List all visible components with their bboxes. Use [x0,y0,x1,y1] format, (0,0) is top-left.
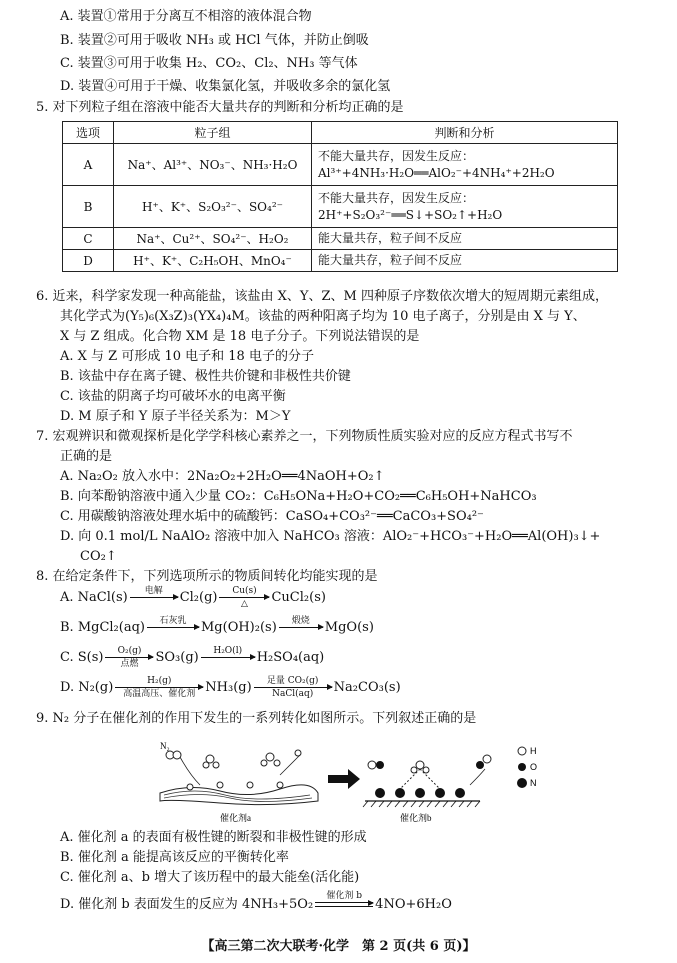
q4-option-c: C. 装置③可用于收集 H₂、CO₂、Cl₂、NH₃ 等气体 [60,56,358,71]
row-analysis: 不能大量共存，因发生反应： Al³⁺+4NH₃·H₂O══AlO₂⁻+4NH₄⁺+2H₂O [312,144,618,186]
row-analysis: 能大量共存，粒子间不反应 [312,228,618,250]
q8-option-a: A. NaCl(s) 电解 Cl₂(g) Cu(s) △ CuCl₂(s) [60,586,326,609]
table-row [63,228,618,250]
table-row [63,144,618,186]
legend-h: H [530,746,537,756]
q8-option-b: B. MgCl₂(aq) 石灰乳 Mg(OH)₂(s) 煅烧 MgO(s) [60,616,374,635]
table-row [63,186,618,228]
table-row [63,250,618,272]
q7-stem-line2: 正确的是 [60,449,113,464]
catalyst-a-label: 催化剂a [220,813,251,823]
row-analysis: 不能大量共存，因发生反应： 2H⁺+S₂O₃²⁻══S↓+SO₂↑+H₂O [312,186,618,228]
legend-o: O [530,762,538,772]
q6-option-a: A. X 与 Z 可形成 10 电子和 18 电子的分子 [60,349,314,364]
q6-option-d: D. M 原子和 Y 原子半径关系为：M＞Y [60,409,291,424]
row-analysis: 能大量共存，粒子间不反应 [312,250,618,272]
q7-option-d: D. 向 0.1 mol/L NaAlO₂ 溶液中加入 NaHCO₃ 溶液：AlO₂⁻+HCO₃⁻+H₂O══Al(OH)₃↓+ [60,529,601,544]
row-ions: Na⁺、Cu²⁺、SO₄²⁻、H₂O₂ [114,228,312,250]
page-footer: 【高三第二次大联考·化学 第 2 页(共 6 页)】 [201,939,476,954]
catalyst-diagram [150,735,580,827]
q4-option-b: B. 装置②可用于吸收 NH₃ 或 HCl 气体，并防止倒吸 [60,33,369,48]
q6-option-c: C. 该盐的阴离子均可破坏水的电离平衡 [60,389,286,404]
q6-stem-line1: 6. 近来，科学家发现一种高能盐，该盐由 X、Y、Z、M 四种原子序数依次增大的短周期元素组成， [36,289,608,304]
q6-option-b: B. 该盐中存在离子键、极性共价键和非极性共价键 [60,369,351,384]
q9-option-d: D. 催化剂 b 表面发生的反应为 4NH₃+5O₂ 催化剂 b 4NO+6H₂O [60,891,452,912]
catalyst-b-label: 催化剂b [400,813,432,823]
q6-stem-line2: 其化学式为(Y₅)₆(X₃Z)₃(YX₄)₄M。该盐的两种阳离子均为 10 电子离子，分别是由 X 与 Y、 [60,309,586,324]
legend-n: N [530,778,537,788]
q5-stem: 5. 对下列粒子组在溶液中能否大量共存的判断和分析均正确的是 [36,100,404,115]
q4-option-d: D. 装置④可用于干燥、收集氯化氢，并吸收多余的氯化氢 [60,79,391,94]
header-analysis: 判断和分析 [312,122,618,144]
n2-label: N₂ [160,741,170,751]
q7-option-d-cont: CO₂↑ [80,549,117,564]
header-particles: 粒子组 [114,122,312,144]
q4-option-a: A. 装置①常用于分离互不相溶的液体混合物 [60,9,312,24]
q7-option-b: B. 向苯酚钠溶液中通入少量 CO₂：C₆H₅ONa+H₂O+CO₂══C₆H₅OH+NaHCO₃ [60,489,537,504]
q9-option-a: A. 催化剂 a 的表面有极性键的断裂和非极性键的形成 [60,830,367,845]
q8-option-d: D. N₂(g) H₂(g) 高温高压、催化剂 NH₃(g) 足量 CO₂(g) NaCl(aq) Na₂CO₃(s) [60,676,401,699]
q7-option-c: C. 用碳酸钠溶液处理水垢中的硫酸钙：CaSO₄+CO₃²⁻══CaCO₃+SO₄²⁻ [60,509,484,524]
row-label: A [63,144,114,186]
q9-option-c: C. 催化剂 a、b 增大了该历程中的最大能垒(活化能) [60,870,360,885]
header-option: 选项 [63,122,114,144]
q6-stem-line3: X 与 Z 组成。化合物 XM 是 18 电子分子。下列说法错误的是 [60,329,420,344]
row-ions: H⁺、K⁺、C₂H₅OH、MnO₄⁻ [114,250,312,272]
q7-option-a: A. Na₂O₂ 放入水中：2Na₂O₂+2H₂O══4NaOH+O₂↑ [60,469,385,484]
row-ions: Na⁺、Al³⁺、NO₃⁻、NH₃·H₂O [114,144,312,186]
q9-stem: 9. N₂ 分子在催化剂的作用下发生的一系列转化如图所示。下列叙述正确的是 [36,711,477,726]
q9-option-b: B. 催化剂 a 能提高该反应的平衡转化率 [60,850,289,865]
q7-stem-line1: 7. 宏观辨识和微观探析是化学学科核心素养之一，下列物质性质实验对应的反应方程式书写不 [36,429,573,444]
q8-stem: 8. 在给定条件下，下列选项所示的物质间转化均能实现的是 [36,569,378,584]
q8-option-c: C. S(s) O₂(g) 点燃 SO₃(g) H₂O(l) H₂SO₄(aq) [60,646,325,669]
table-header-row [63,122,618,144]
row-label: C [63,228,114,250]
row-label: D [63,250,114,272]
row-label: B [63,186,114,228]
q5-table [62,121,618,272]
row-ions: H⁺、K⁺、S₂O₃²⁻、SO₄²⁻ [114,186,312,228]
